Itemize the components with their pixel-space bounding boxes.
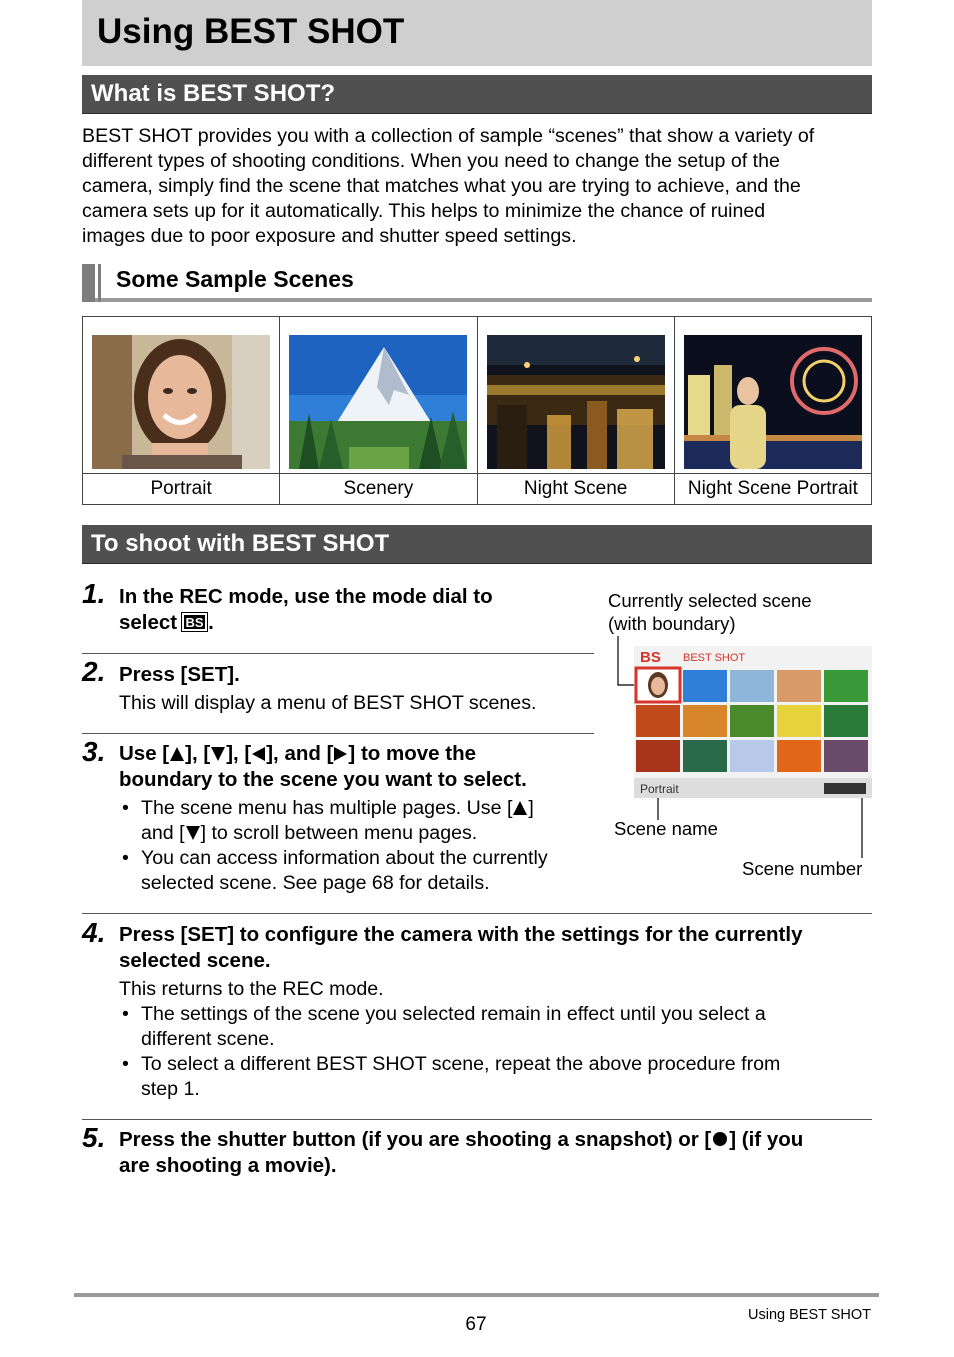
intro-paragraph — [82, 124, 874, 249]
bullet-text: ] — [528, 797, 534, 819]
up-arrow-icon — [170, 747, 184, 761]
step-heading-line: are shooting a movie). — [119, 1154, 337, 1177]
night-scene-portrait-photo — [684, 335, 862, 469]
bullet-line: different scene. — [141, 1028, 275, 1050]
footer-rule — [74, 1293, 879, 1297]
sample-scenes-heading-text: Some Sample Scenes — [116, 266, 354, 292]
step-heading-line: boundary to the scene you want to select. — [119, 768, 527, 791]
step-heading-line: selected scene. — [119, 949, 271, 972]
heading-marker — [82, 264, 95, 302]
bullet-dot: • — [122, 1053, 129, 1075]
scene-thumb — [824, 740, 868, 772]
paragraph-line: BEST SHOT provides you with a collection of sample “scenes” that show a variety of — [82, 125, 815, 147]
bullet-text: The scene menu has multiple pages. Use [ — [141, 797, 513, 819]
bullet-line: You can access information about the currently — [141, 847, 548, 869]
screen-scene-number-bar — [824, 783, 866, 794]
scene-thumb — [730, 705, 774, 737]
movie-record-icon — [713, 1132, 727, 1146]
scene-thumb — [683, 740, 727, 772]
right-arrow-icon — [334, 747, 347, 761]
step-number: 2. — [82, 656, 106, 687]
scene-thumb — [824, 705, 868, 737]
scene-label: Night Scene Portrait — [674, 474, 871, 505]
sample-scenes-heading — [82, 264, 872, 302]
bullet-line — [141, 796, 591, 821]
down-arrow-icon — [211, 747, 225, 761]
callout-line: (with boundary) — [608, 613, 736, 634]
bs-icon-text: BS — [185, 615, 204, 630]
scene-thumb — [777, 740, 821, 772]
paragraph-line: camera, simply find the scene that matches what you are trying to achieve, and the — [82, 175, 801, 197]
step-2-body: This will display a menu of BEST SHOT scenes. — [119, 692, 537, 714]
leader-line — [618, 636, 636, 685]
scene-thumb — [777, 705, 821, 737]
paragraph-line: images due to poor exposure and shutter speed settings. — [82, 225, 577, 247]
screen-scene-name: Portrait — [640, 782, 679, 796]
heading-marker — [98, 264, 101, 302]
step-5-heading — [119, 1127, 879, 1179]
bullet-line — [141, 821, 591, 846]
step-number: 4. — [82, 917, 106, 948]
step-heading-line — [119, 741, 599, 767]
night-scene-photo — [487, 335, 665, 469]
scene-image-cell — [280, 317, 477, 474]
step-divider — [82, 913, 872, 914]
bs-mode-icon — [181, 612, 208, 639]
bullet-line: selected scene. See page 68 for details. — [141, 872, 490, 894]
scene-label: Scenery — [280, 474, 477, 505]
section-heading-text: To shoot with BEST SHOT — [91, 530, 390, 557]
step-number: 3. — [82, 736, 106, 767]
running-title: Using BEST SHOT — [748, 1307, 872, 1323]
step-heading-text: Use [ — [119, 742, 170, 765]
callout-line: Currently selected scene — [608, 590, 812, 611]
scene-thumb — [683, 705, 727, 737]
scene-image-cell — [674, 317, 871, 474]
step-heading-text: select — [119, 611, 178, 634]
step-heading-line — [119, 610, 599, 639]
callout-scene-name: Scene name — [614, 818, 718, 839]
step-heading-line: Press [SET] to configure the camera with the settings for the currently — [119, 923, 803, 946]
step-3-heading — [119, 741, 599, 793]
screen-title: BEST SHOT — [683, 652, 746, 664]
section-heading-text: What is BEST SHOT? — [91, 80, 336, 107]
step-4-heading — [119, 922, 879, 974]
step-number: 1. — [82, 578, 106, 609]
bullet-text: ] to scroll between menu pages. — [200, 822, 478, 844]
bullet-dot: • — [122, 1003, 129, 1025]
step-divider — [82, 653, 594, 654]
step-heading-text: ], [ — [185, 742, 211, 765]
step-divider — [82, 733, 594, 734]
step-heading-text: ] (if you — [729, 1128, 804, 1151]
scene-grid — [636, 668, 868, 772]
paragraph-line: camera sets up for it automatically. This helps to minimize the chance of ruined — [82, 200, 766, 222]
step-2-heading: Press [SET]. — [119, 663, 240, 686]
sample-scenes-table — [82, 316, 872, 505]
bullet-item — [122, 1002, 881, 1052]
scene-thumb — [683, 670, 727, 702]
bullet-line: To select a different BEST SHOT scene, repeat the above procedure from — [141, 1053, 781, 1075]
bullet-dot: • — [122, 797, 129, 819]
scene-thumb — [636, 740, 680, 772]
screen-logo: BS — [640, 649, 661, 666]
bullet-line: step 1. — [141, 1078, 200, 1100]
scene-label: Night Scene — [477, 474, 674, 505]
page-number: 67 — [465, 1314, 487, 1335]
step-4-body: This returns to the REC mode. — [119, 978, 384, 1000]
callout-selected-scene — [608, 589, 812, 635]
scene-image-cell — [477, 317, 674, 474]
page-title: Using BEST SHOT — [97, 12, 405, 51]
bullet-text: and [ — [141, 822, 185, 844]
step-heading-text: Press the shutter button (if you are shooting a snapshot) or [ — [119, 1128, 712, 1151]
scene-thumb — [730, 740, 774, 772]
step-heading-line: In the REC mode, use the mode dial to — [119, 585, 493, 608]
scene-thumb — [777, 670, 821, 702]
scene-thumb — [636, 705, 680, 737]
scene-label: Portrait — [83, 474, 280, 505]
step-heading-text: ], [ — [226, 742, 252, 765]
scenery-photo — [289, 335, 467, 469]
step-divider — [82, 1119, 872, 1120]
section-heading-to-shoot — [82, 525, 872, 564]
left-arrow-icon — [252, 747, 265, 761]
up-arrow-icon — [513, 801, 527, 815]
step-heading-text: ] to move the — [348, 742, 476, 765]
step-heading-text: ], and [ — [266, 742, 334, 765]
scene-thumb — [730, 670, 774, 702]
page-title-bar — [82, 0, 872, 66]
bullet-item — [122, 846, 591, 896]
step-1-heading — [119, 584, 599, 639]
bullet-item — [122, 1052, 881, 1102]
scene-image-cell — [83, 317, 280, 474]
callout-scene-number: Scene number — [742, 858, 863, 879]
bullet-line: The settings of the scene you selected remain in effect until you select a — [141, 1003, 766, 1025]
down-arrow-icon — [186, 826, 200, 840]
step-number: 5. — [82, 1122, 106, 1153]
bullet-dot: • — [122, 847, 129, 869]
step-heading-text: . — [208, 611, 214, 634]
paragraph-line: different types of shooting conditions. When you need to change the setup of the — [82, 150, 780, 172]
section-heading-what-is — [82, 75, 872, 114]
step-heading-line — [119, 1127, 879, 1153]
thumb-portrait-face — [651, 677, 665, 695]
scene-thumb — [824, 670, 868, 702]
bullet-item — [122, 796, 591, 846]
portrait-photo — [92, 335, 270, 469]
